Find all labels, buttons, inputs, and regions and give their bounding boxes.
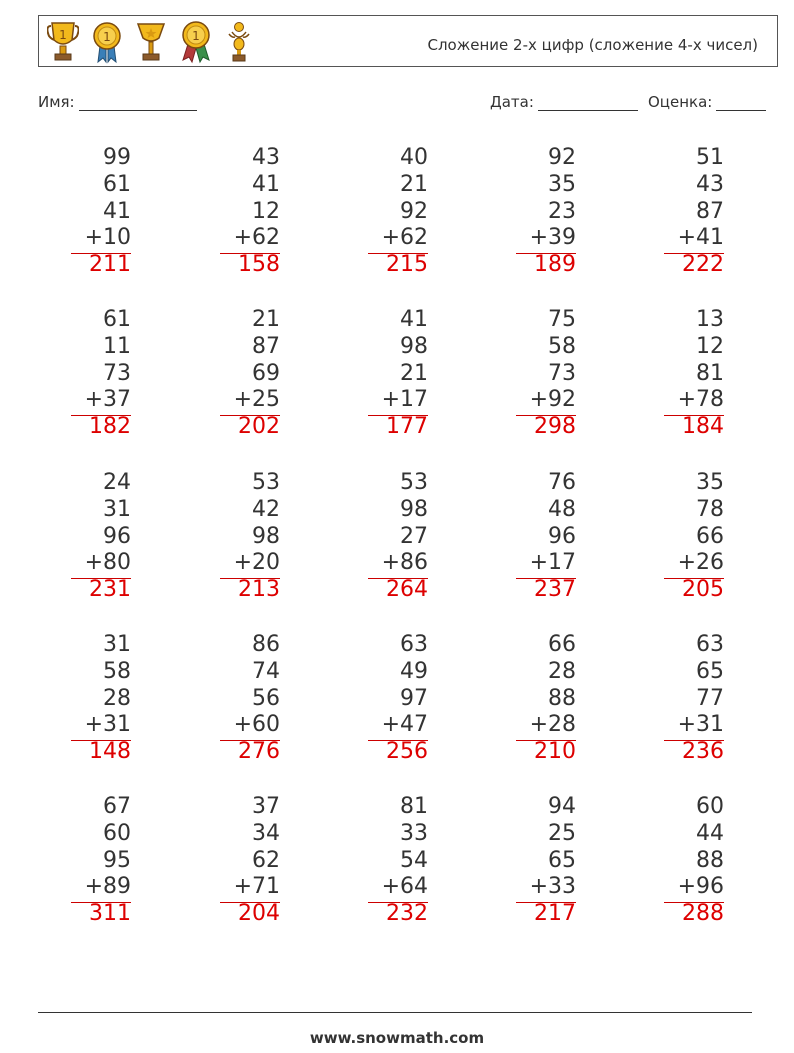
footer-divider (38, 1012, 752, 1013)
answer: 298 (534, 414, 576, 440)
addend: 98 (400, 496, 428, 522)
addend: 28 (103, 685, 131, 711)
addend: 61 (103, 171, 131, 197)
svg-text:1: 1 (192, 29, 200, 43)
addend: 88 (548, 685, 576, 711)
addend: 73 (103, 360, 131, 386)
answer: 256 (386, 739, 428, 765)
problem-3 (368, 145, 428, 279)
addend: 67 (103, 794, 131, 819)
award-figure-icon (225, 20, 253, 64)
addend-last: +25 (233, 387, 280, 413)
addend-last: +26 (677, 550, 724, 576)
addend-last: +92 (529, 387, 576, 413)
addend: 77 (696, 685, 724, 711)
name-blank[interactable] (79, 96, 197, 111)
problem-5 (664, 145, 724, 279)
addend-last: +31 (677, 712, 724, 738)
problem-13 (368, 470, 428, 604)
svg-text:1: 1 (103, 30, 111, 44)
answer: 215 (386, 252, 428, 278)
answer: 232 (386, 901, 428, 927)
problem-4 (516, 145, 576, 279)
answer: 222 (682, 252, 724, 278)
answer: 148 (89, 739, 131, 765)
addend: 27 (400, 523, 428, 549)
problem-6 (71, 307, 131, 441)
addend: 96 (103, 523, 131, 549)
addend: 87 (252, 333, 280, 359)
grade-label: Оценка: (648, 93, 713, 111)
addend: 31 (103, 632, 131, 657)
answer: 288 (682, 901, 724, 927)
addend: 99 (103, 145, 131, 170)
answer: 217 (534, 901, 576, 927)
addend: 43 (696, 171, 724, 197)
addend: 40 (400, 145, 428, 170)
addend: 81 (696, 360, 724, 386)
problem-25 (664, 794, 724, 928)
addend: 58 (103, 658, 131, 684)
addend-last: +17 (529, 550, 576, 576)
addend: 23 (548, 198, 576, 224)
answer: 189 (534, 252, 576, 278)
answer: 276 (238, 739, 280, 765)
problem-1 (71, 145, 131, 279)
problem-9 (516, 307, 576, 441)
addend: 24 (103, 470, 131, 495)
addend: 60 (696, 794, 724, 819)
answer: 205 (682, 577, 724, 603)
problem-18 (368, 632, 428, 766)
addend: 34 (252, 820, 280, 846)
header-box (38, 15, 778, 67)
problem-19 (516, 632, 576, 766)
addend: 51 (696, 145, 724, 170)
addend: 94 (548, 794, 576, 819)
addend-last: +80 (84, 550, 131, 576)
addend: 41 (103, 198, 131, 224)
addend: 49 (400, 658, 428, 684)
addend-last: +39 (529, 225, 576, 251)
addend: 65 (696, 658, 724, 684)
addend-last: +86 (381, 550, 428, 576)
problem-14 (516, 470, 576, 604)
name-label: Имя: (38, 93, 75, 111)
addend: 12 (252, 198, 280, 224)
addend: 66 (548, 632, 576, 657)
addend: 54 (400, 847, 428, 873)
answer: 211 (89, 252, 131, 278)
addend: 81 (400, 794, 428, 819)
answer: 158 (238, 252, 280, 278)
answer: 202 (238, 414, 280, 440)
problem-22 (220, 794, 280, 928)
addend-last: +37 (84, 387, 131, 413)
problem-11 (71, 470, 131, 604)
addend: 12 (696, 333, 724, 359)
addend: 41 (400, 307, 428, 332)
addend: 74 (252, 658, 280, 684)
addend: 65 (548, 847, 576, 873)
addend: 86 (252, 632, 280, 657)
addend-last: +89 (84, 874, 131, 900)
problem-20 (664, 632, 724, 766)
addend: 69 (252, 360, 280, 386)
addend: 63 (696, 632, 724, 657)
addend: 58 (548, 333, 576, 359)
addend: 13 (696, 307, 724, 332)
problem-17 (220, 632, 280, 766)
problem-12 (220, 470, 280, 604)
addend-last: +96 (677, 874, 724, 900)
date-field (490, 93, 638, 111)
addend-last: +64 (381, 874, 428, 900)
svg-text:1: 1 (59, 28, 67, 42)
answer: 237 (534, 577, 576, 603)
addend: 56 (252, 685, 280, 711)
grade-field (648, 93, 766, 111)
addend: 48 (548, 496, 576, 522)
answer: 213 (238, 577, 280, 603)
answer: 182 (89, 414, 131, 440)
addend: 53 (252, 470, 280, 495)
answer: 204 (238, 901, 280, 927)
addend: 95 (103, 847, 131, 873)
problem-15 (664, 470, 724, 604)
answer: 311 (89, 901, 131, 927)
addend-last: +17 (381, 387, 428, 413)
addend: 25 (548, 820, 576, 846)
trophy-1-icon (47, 20, 79, 64)
addend: 37 (252, 794, 280, 819)
answer: 184 (682, 414, 724, 440)
answer: 231 (89, 577, 131, 603)
addend: 92 (400, 198, 428, 224)
problem-16 (71, 632, 131, 766)
problem-10 (664, 307, 724, 441)
addend-last: +62 (233, 225, 280, 251)
addend: 53 (400, 470, 428, 495)
answer: 236 (682, 739, 724, 765)
addend-last: +33 (529, 874, 576, 900)
footer-site: www.snowmath.com (309, 1029, 485, 1047)
addend: 21 (400, 360, 428, 386)
addend: 92 (548, 145, 576, 170)
addend: 98 (400, 333, 428, 359)
problem-21 (71, 794, 131, 928)
answer: 264 (386, 577, 428, 603)
addend-last: +10 (84, 225, 131, 251)
addend: 21 (400, 171, 428, 197)
addend: 88 (696, 847, 724, 873)
addend: 41 (252, 171, 280, 197)
addend-last: +20 (233, 550, 280, 576)
problem-24 (516, 794, 576, 928)
addend-last: +71 (233, 874, 280, 900)
addend: 21 (252, 307, 280, 332)
addend-last: +78 (677, 387, 724, 413)
date-label: Дата: (490, 93, 534, 111)
problem-23 (368, 794, 428, 928)
addend-last: +28 (529, 712, 576, 738)
addend: 44 (696, 820, 724, 846)
addend-last: +41 (677, 225, 724, 251)
addend: 61 (103, 307, 131, 332)
worksheet-title: Сложение 2-х цифр (сложение 4-х чисел) (427, 36, 758, 54)
addend: 33 (400, 820, 428, 846)
addend: 63 (400, 632, 428, 657)
addend-last: +62 (381, 225, 428, 251)
addend: 43 (252, 145, 280, 170)
addend: 66 (696, 523, 724, 549)
addend: 98 (252, 523, 280, 549)
problem-2 (220, 145, 280, 279)
addend-last: +60 (233, 712, 280, 738)
addend: 35 (696, 470, 724, 495)
addend: 97 (400, 685, 428, 711)
addend: 60 (103, 820, 131, 846)
addend: 75 (548, 307, 576, 332)
name-field (38, 93, 197, 111)
grade-blank[interactable] (716, 96, 766, 111)
addend: 11 (103, 333, 131, 359)
addend: 78 (696, 496, 724, 522)
addend-last: +31 (84, 712, 131, 738)
answer: 177 (386, 414, 428, 440)
addend: 73 (548, 360, 576, 386)
addend: 28 (548, 658, 576, 684)
answer: 210 (534, 739, 576, 765)
addend: 87 (696, 198, 724, 224)
problem-7 (220, 307, 280, 441)
trophy-star-icon (135, 20, 167, 64)
date-blank[interactable] (538, 96, 638, 111)
ribbon-medal-1-icon (179, 20, 213, 64)
addend: 42 (252, 496, 280, 522)
problem-8 (368, 307, 428, 441)
medal-1-icon (91, 20, 123, 64)
addend: 76 (548, 470, 576, 495)
addend-last: +47 (381, 712, 428, 738)
addend: 35 (548, 171, 576, 197)
header-icons (47, 19, 253, 65)
addend: 31 (103, 496, 131, 522)
addend: 62 (252, 847, 280, 873)
addend: 96 (548, 523, 576, 549)
